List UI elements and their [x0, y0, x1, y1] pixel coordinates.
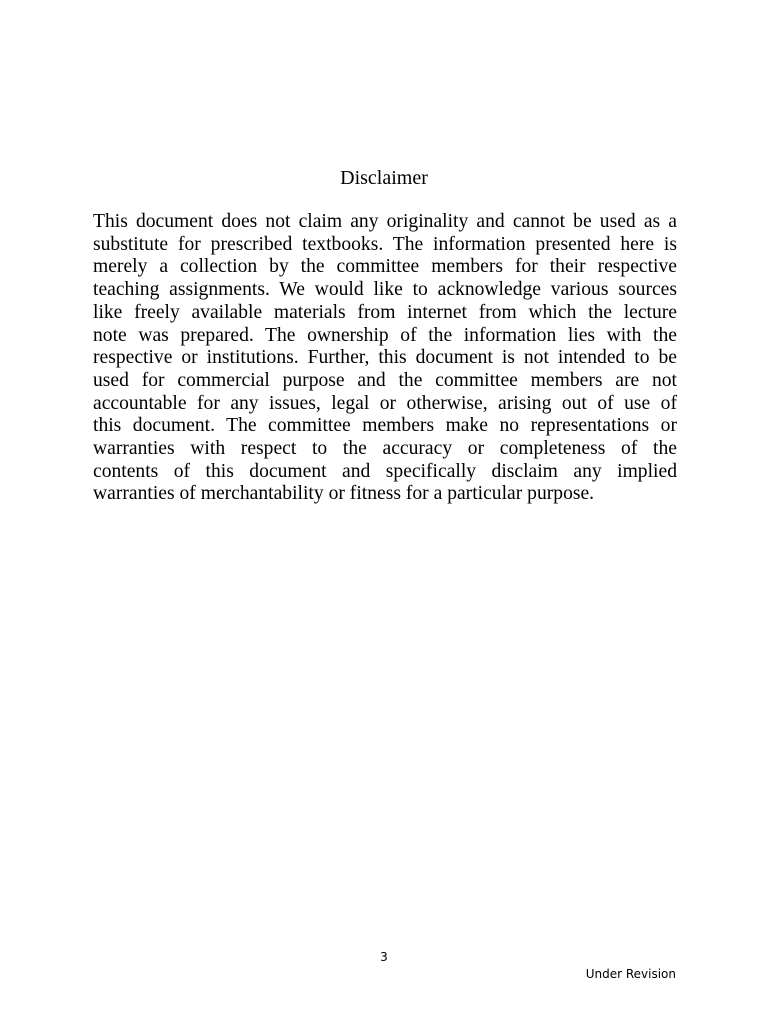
paragraph-line: note was prepared. The ownership of the information lies with the: [93, 324, 677, 346]
paragraph-line: This document does not claim any originality and cannot be used as a: [93, 211, 677, 232]
paragraph-line: warranties of merchantability or fitness for a particular purpose.: [93, 483, 595, 505]
paragraph-line: merely a collection by the committee members for their respective: [93, 256, 677, 278]
paragraph-line: like freely available materials from internet from which the lecture: [93, 301, 677, 323]
paragraph-line: this document. The committee members make no representations or: [93, 415, 677, 437]
paragraph-line: accountable for any issues, legal or otherwise, arising out of use of: [93, 392, 677, 414]
paragraph-line: substitute for prescribed textbooks. The information presented here is: [93, 233, 677, 255]
paragraph-line: contents of this document and specifically disclaim any implied: [93, 460, 677, 482]
revision-status-note: Under Revision: [585, 967, 676, 981]
paragraph-line: warranties with respect to the accuracy or completeness of the: [93, 438, 677, 460]
paragraph-line: used for commercial purpose and the committee members are not: [93, 369, 677, 391]
paragraph-line: respective or institutions. Further, this document is not intended to be: [93, 347, 677, 369]
disclaimer-paragraph: [93, 211, 677, 506]
page-title: Disclaimer: [340, 167, 428, 189]
paragraph-line: teaching assignments. We would like to acknowledge various sources: [93, 279, 677, 301]
page-number: 3: [380, 950, 388, 964]
